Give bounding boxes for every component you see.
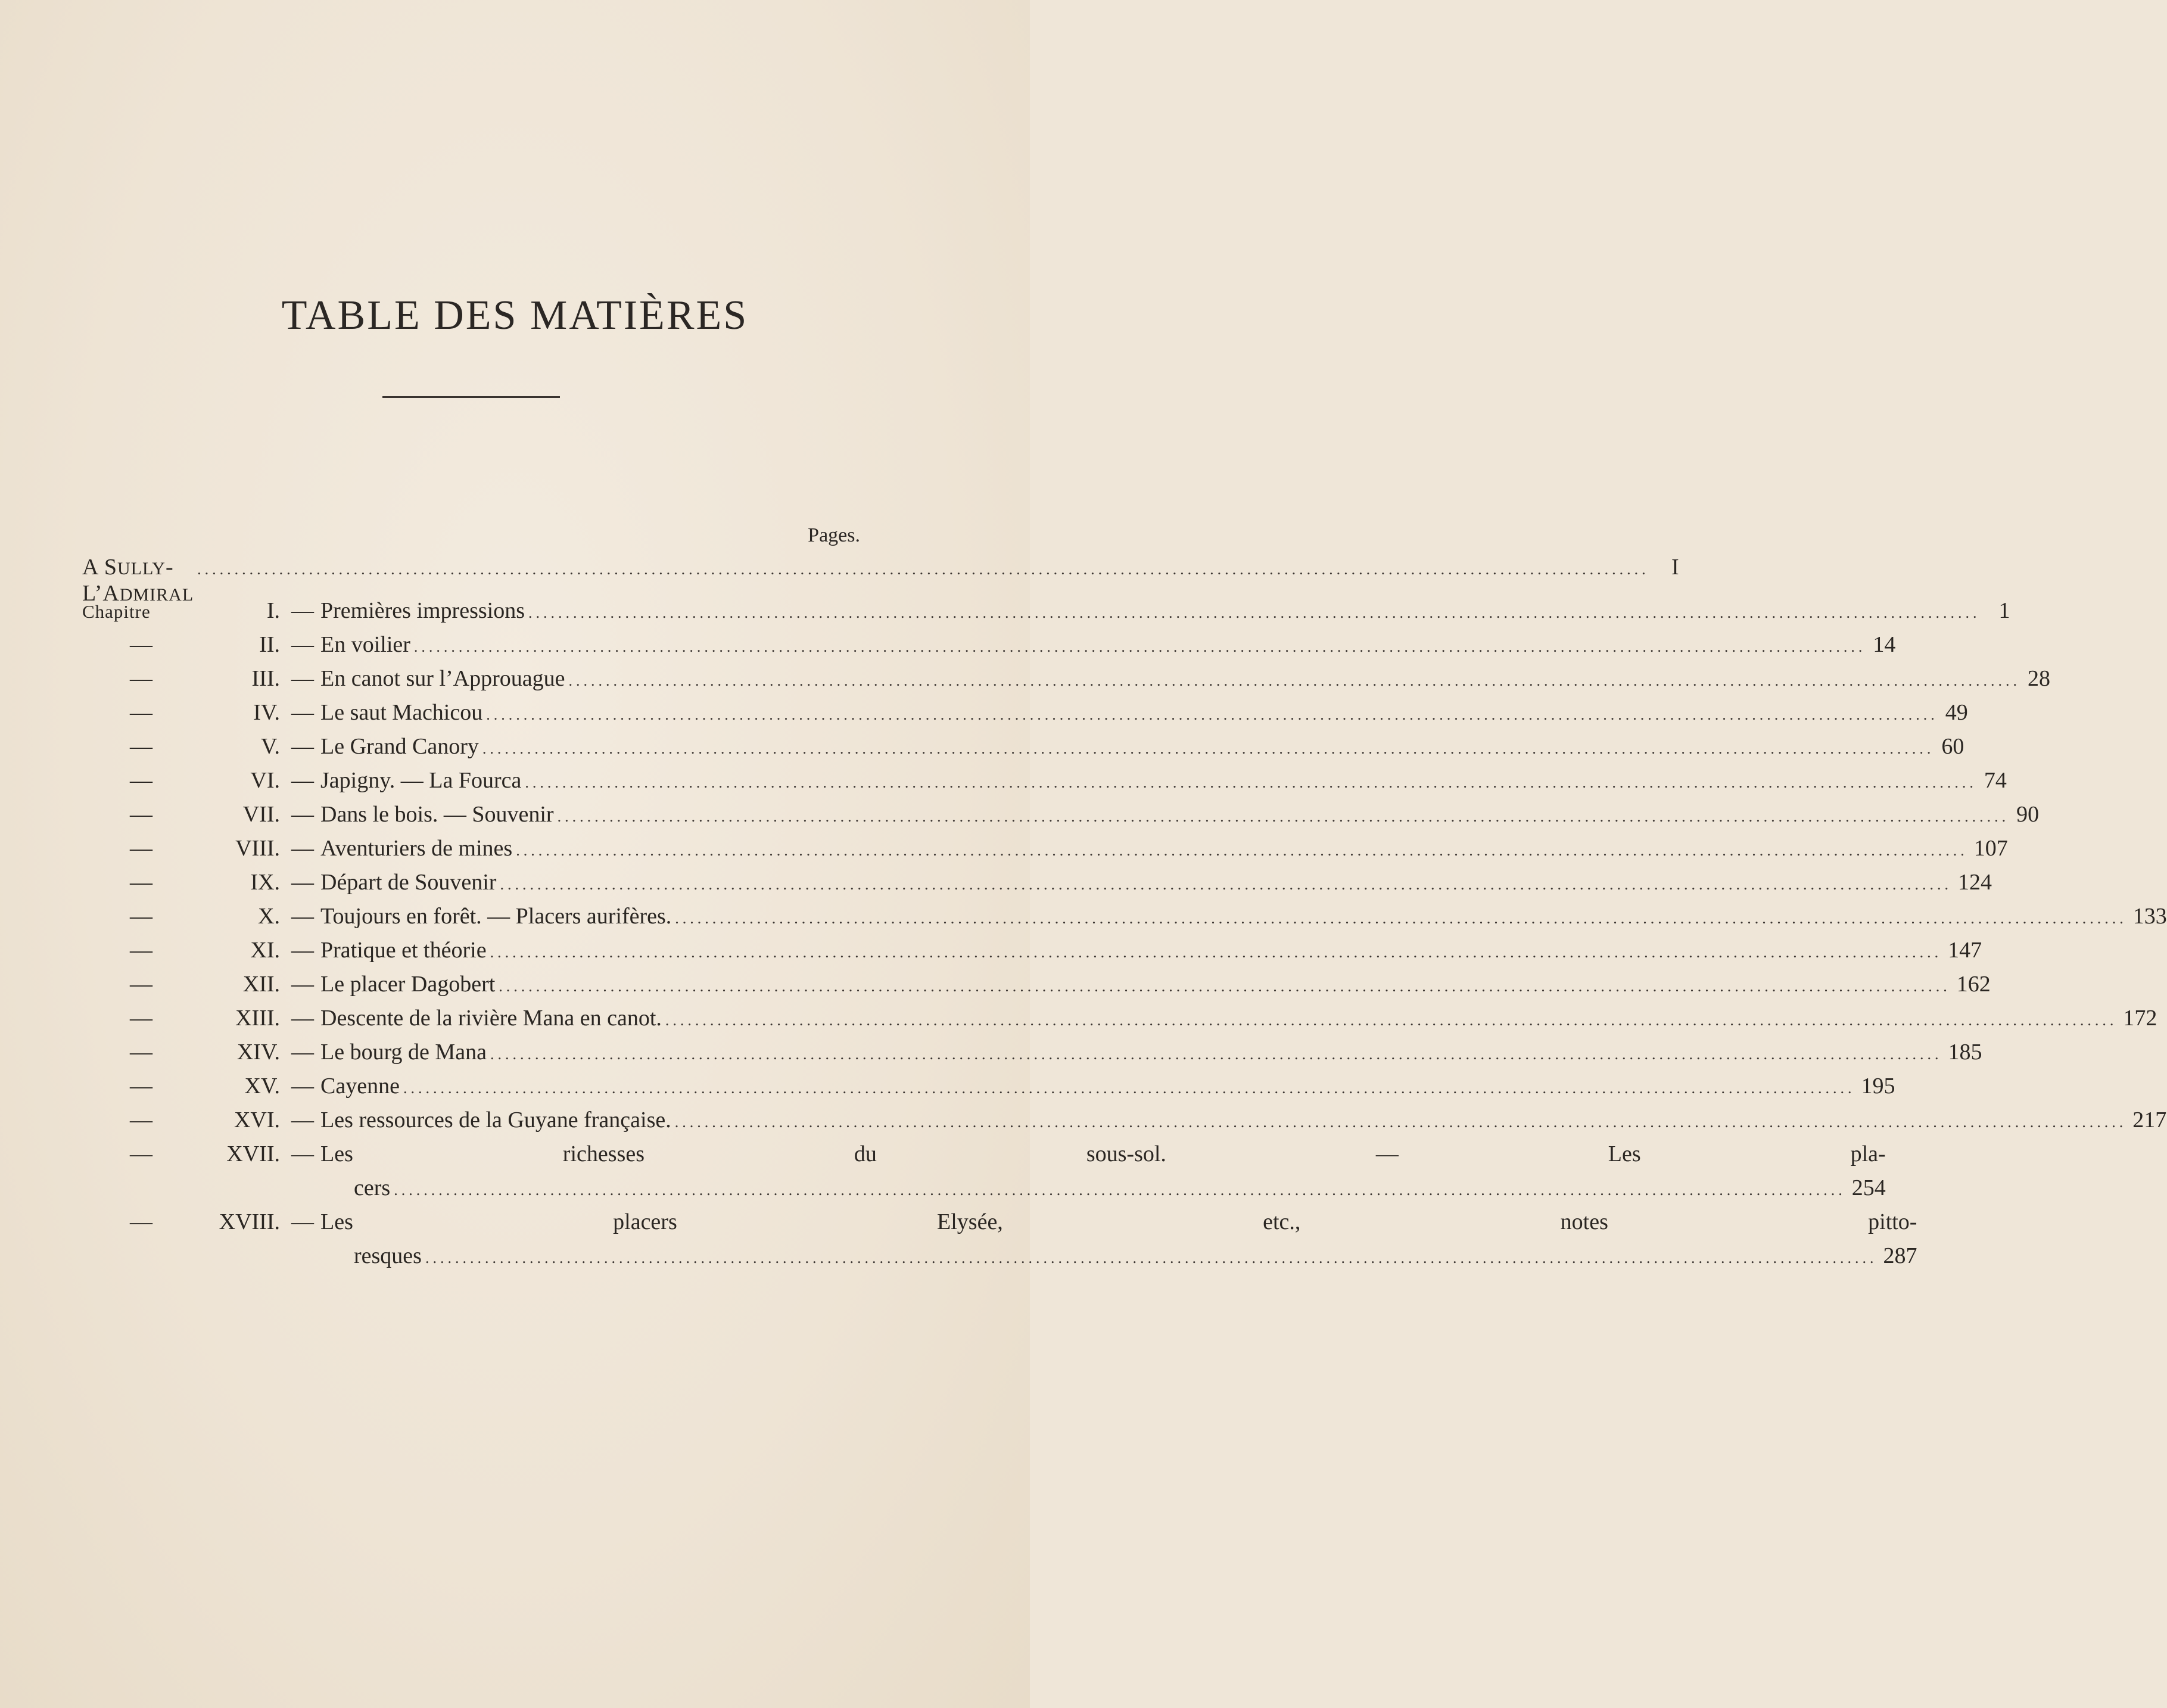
ditto-dash: — (130, 1209, 152, 1234)
chapter-title: Toujours en forêt. — Placers aurifères. (320, 904, 672, 929)
toc-entry[interactable] (82, 1107, 2167, 1141)
chapter-title-cell (320, 733, 1964, 760)
chapter-title: Le bourg de Mana (320, 1040, 487, 1065)
chapter-title-cell (320, 835, 2008, 861)
chapter-title: Pratique et théorie (320, 938, 487, 963)
chapter-number: XI. (250, 938, 280, 963)
page-number: 124 (1957, 870, 1992, 895)
separator-dash: — (291, 972, 314, 997)
ditto-dash: — (130, 1040, 152, 1065)
chapter-title-cell (320, 1005, 2157, 1031)
separator-dash: — (291, 870, 314, 895)
chapter-title: Les richesses du sous-sol. — Les pla- (320, 1141, 1886, 1166)
dot-leader (197, 561, 1649, 578)
chapter-title-continuation: resques (354, 1243, 422, 1268)
title-rule (382, 396, 560, 398)
dot-leader (403, 1079, 1855, 1097)
chapter-title: Les placers Elysée, etc., notes pitto- (320, 1209, 1917, 1234)
separator-dash: — (291, 666, 314, 691)
chapter-title-cell (320, 937, 1982, 963)
chapter-title: Japigny. — La Fourca (320, 768, 522, 793)
ditto-dash: — (130, 1006, 152, 1031)
chapter-title: En voilier (320, 632, 410, 657)
toc-entry[interactable] (82, 767, 2007, 801)
chapter-title: Le Grand Canory (320, 734, 479, 759)
toc-entry[interactable] (82, 801, 2040, 835)
separator-dash: — (291, 836, 314, 861)
dot-leader (516, 842, 1968, 860)
dot-leader (500, 876, 1952, 894)
page-number: 60 (1941, 734, 1964, 759)
page-number: 107 (1973, 836, 2008, 861)
front-matter-entry[interactable] (82, 554, 1679, 606)
chapter-number: XVIII. (219, 1209, 280, 1234)
dot-leader (490, 944, 1942, 962)
dot-leader (675, 1113, 2127, 1131)
front-label-part: A S (82, 555, 117, 580)
page-number: 133 (2132, 904, 2167, 929)
page-number: 254 (1851, 1175, 1886, 1200)
chapter-number: II. (259, 632, 280, 657)
page-number: I (1671, 555, 1679, 580)
chapter-number: X. (258, 904, 280, 929)
chapter-title: Le placer Dagobert (320, 972, 496, 997)
chapter-title-cell (320, 1209, 1917, 1269)
chapter-title-cell (320, 971, 1991, 997)
chapter-title-cell (320, 699, 1968, 726)
dot-leader (482, 740, 1935, 758)
toc-entry[interactable] (82, 699, 1968, 733)
separator-dash: — (291, 632, 314, 657)
page-number: 74 (1984, 768, 2007, 793)
dot-leader (558, 808, 2010, 826)
chapter-number: XV. (244, 1074, 280, 1099)
chapter-number: IV. (253, 700, 280, 725)
chapter-title: Le saut Machicou (320, 700, 483, 725)
chapter-title-continuation: cers (354, 1175, 391, 1200)
chapter-title: Aventuriers de mines (320, 836, 513, 861)
chapter-number: VII. (242, 802, 280, 827)
chapter-title-cell (320, 767, 2007, 794)
chapter-number: XVII. (226, 1141, 280, 1166)
chapter-title: Cayenne (320, 1074, 400, 1099)
chapter-title: En canot sur l’Approuague (320, 666, 565, 691)
separator-dash: — (291, 598, 314, 623)
chapter-number: XIV. (236, 1040, 280, 1065)
chapter-number: VIII. (235, 836, 280, 861)
page-number: 287 (1883, 1243, 1917, 1268)
dot-leader (499, 978, 1951, 995)
chapter-number: IX. (250, 870, 280, 895)
chapter-title-cell (320, 1107, 2166, 1133)
toc-entry[interactable] (82, 1073, 1895, 1107)
ditto-dash: — (130, 734, 152, 759)
toc-entry[interactable] (82, 869, 1992, 903)
dot-leader (528, 604, 1981, 622)
ditto-dash: — (130, 938, 152, 963)
separator-dash: — (291, 1006, 314, 1031)
page-number: 147 (1948, 938, 1982, 963)
chapter-title-cell (320, 1039, 1982, 1065)
chapter-title: Premières impressions (320, 598, 525, 623)
chapter-number: XII. (242, 972, 280, 997)
chapter-number: XVI. (233, 1107, 280, 1133)
chapter-number: III. (251, 666, 280, 691)
dot-leader (425, 1249, 1878, 1267)
ditto-dash: — (130, 802, 152, 827)
toc-entry[interactable] (82, 1005, 2157, 1039)
page-number: 49 (1945, 700, 1968, 725)
page-number: 162 (1956, 972, 1991, 997)
chapter-number: I. (266, 598, 280, 623)
toc-entry[interactable] (82, 971, 1991, 1005)
page-number: 217 (2132, 1107, 2167, 1133)
toc-entry[interactable] (82, 835, 2008, 869)
ditto-dash: — (130, 1141, 152, 1166)
toc-entry[interactable] (82, 733, 1964, 767)
ditto-dash: — (130, 904, 152, 929)
dot-leader (525, 774, 1977, 792)
separator-dash: — (291, 1107, 314, 1133)
ditto-dash: — (130, 870, 152, 895)
front-label-part: -L’A (82, 555, 174, 606)
dot-leader (665, 1012, 2118, 1029)
chapter-number: VI. (250, 768, 280, 793)
separator-dash: — (291, 802, 314, 827)
front-label-part: DMIRAL (119, 585, 194, 605)
pages-column-heading: Pages. (808, 524, 860, 546)
ditto-dash: — (130, 768, 152, 793)
dot-leader (486, 706, 1938, 724)
chapter-list (82, 598, 2167, 1277)
dot-leader (490, 1046, 1942, 1063)
toc-entry[interactable] (82, 598, 2010, 631)
ditto-dash: — (130, 666, 152, 691)
chapter-title-cell (320, 1141, 1886, 1201)
toc-entry[interactable] (82, 903, 2167, 937)
ditto-dash: — (130, 1074, 152, 1099)
chapter-title-cell (320, 1073, 1895, 1099)
toc-entry[interactable] (82, 631, 1896, 665)
page-number: 14 (1873, 632, 1896, 657)
chapter-title-cell (320, 903, 2167, 929)
toc-entry[interactable] (82, 1039, 1982, 1073)
chapter-title-cell (320, 801, 2039, 827)
chapter-title: Descente de la rivière Mana en canot. (320, 1006, 662, 1031)
ditto-dash: — (130, 632, 152, 657)
page-title: TABLE DES MATIÈRES (281, 293, 749, 338)
separator-dash: — (291, 768, 314, 793)
separator-dash: — (291, 734, 314, 759)
chapter-title: Dans le bois. — Souvenir (320, 802, 554, 827)
ditto-dash: — (130, 700, 152, 725)
dot-leader (569, 672, 2021, 690)
chapter-title-cell (320, 598, 2010, 624)
chapter-title-cell (320, 665, 2050, 692)
chapter-number: V. (260, 734, 280, 759)
chapter-number: XIII. (235, 1006, 280, 1031)
page-number: 172 (2123, 1006, 2157, 1031)
page-number: 28 (2028, 666, 2050, 691)
separator-dash: — (291, 938, 314, 963)
dot-leader (675, 910, 2127, 928)
chapter-title: Les ressources de la Guyane française. (320, 1107, 671, 1133)
ditto-dash: — (130, 1107, 152, 1133)
separator-dash: — (291, 1209, 314, 1234)
ditto-dash: — (130, 972, 152, 997)
separator-dash: — (291, 904, 314, 929)
chapter-title: Départ de Souvenir (320, 870, 497, 895)
toc-entry[interactable] (82, 665, 2050, 699)
dot-leader (414, 638, 1866, 656)
ditto-dash: — (130, 836, 152, 861)
page-number: 185 (1948, 1040, 1982, 1065)
separator-dash: — (291, 700, 314, 725)
toc-entry[interactable] (82, 937, 1982, 971)
page-number: 195 (1861, 1074, 1895, 1099)
page-number: 1 (1998, 598, 2010, 623)
chapter-title-cell (320, 631, 1895, 658)
chapter-title-cell (320, 869, 1992, 895)
separator-dash: — (291, 1074, 314, 1099)
separator-dash: — (291, 1141, 314, 1166)
page-number: 90 (2016, 802, 2040, 827)
front-label-part: ULLY (117, 559, 166, 578)
toc-entry[interactable] (82, 1209, 1917, 1277)
chapitre-label: Chapitre (82, 601, 151, 622)
separator-dash: — (291, 1040, 314, 1065)
dot-leader (394, 1181, 1846, 1199)
toc-entry[interactable] (82, 1141, 1886, 1209)
